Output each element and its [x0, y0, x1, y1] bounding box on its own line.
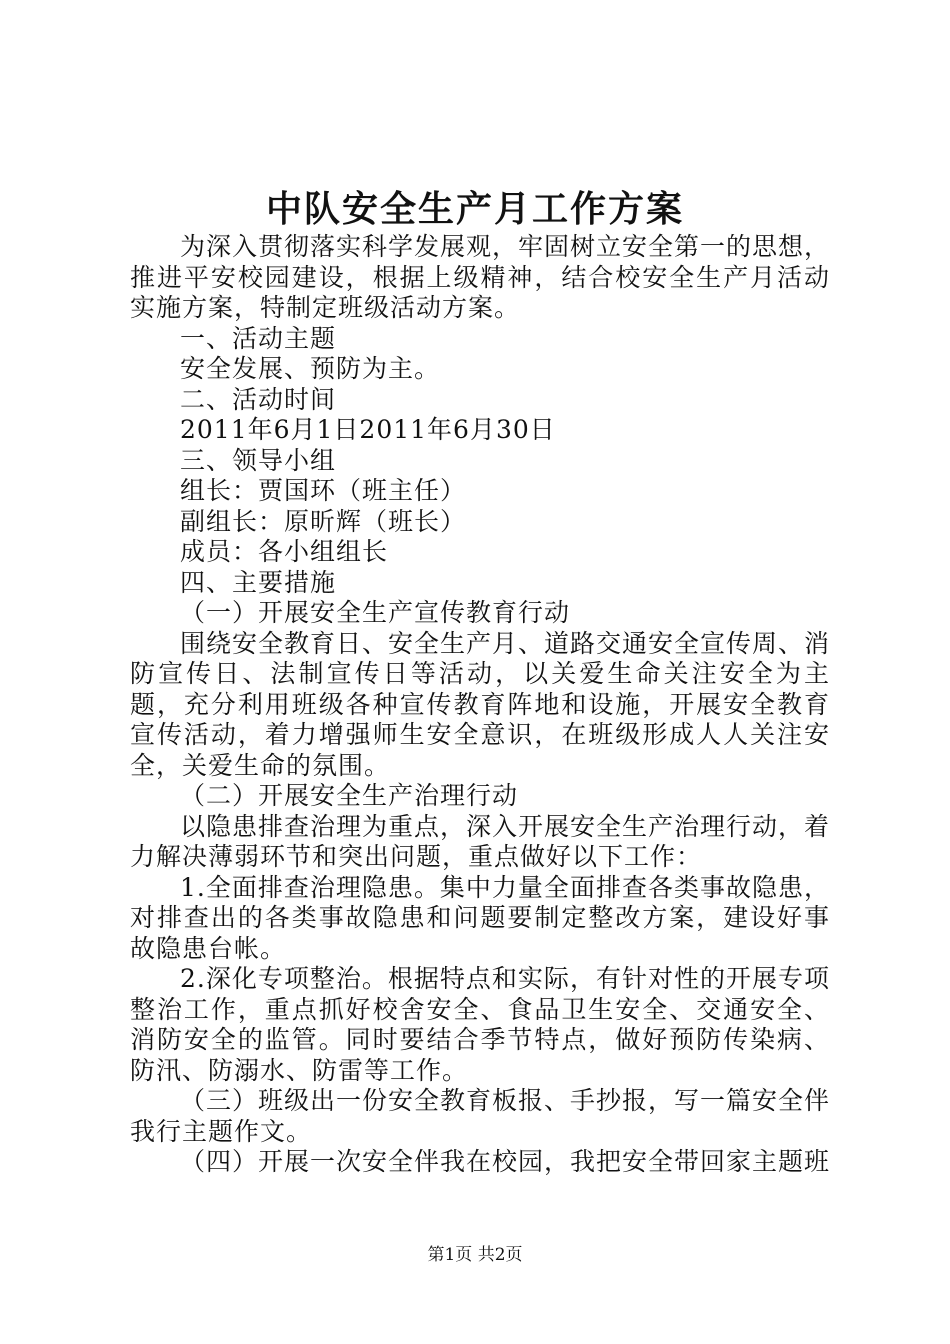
section-heading-theme: 一、活动主题 — [180, 323, 337, 353]
theme-text: 安全发展、预防为主。 — [180, 354, 441, 383]
section-heading-leadership: 三、领导小组 — [180, 445, 337, 475]
subheading-2: （二）开展安全生产治理行动 — [180, 781, 519, 810]
intro-paragraph: 为深入贯彻落实科学发展观，牢固树立安全第一的思想，推进平安校园建设，根据上级精神，结合校安全生产月活动实施方案，特制定班级活动方案。 — [130, 232, 831, 322]
subheading-4: （四）开展一次安全伴我在校园，我把安全带回家主题班 — [180, 1147, 831, 1176]
measure-2-item-1: 1.全面排查治理隐患。集中力量全面排查各类事故隐患，对排查出的各类事故隐患和问题要制定整改方案，建设好事故隐患台帐。 — [130, 872, 830, 963]
measure-1-paragraph: 围绕安全教育日、安全生产月、道路交通安全宣传周、消防宣传日、法制宣传日等活动，以关爱生命关注安全为主题，充分利用班级各种宣传教育阵地和设施，开展安全教育宣传活动，着力增强师生安全意识，在班级形成人人关注安全，关爱生命的氛围。 — [130, 628, 831, 780]
page-footer: 第1页 共2页 — [427, 1245, 523, 1265]
leader-line: 组长：贾国环（班主任） — [180, 476, 467, 505]
document-body — [130, 232, 830, 1178]
subheading-3: （三）班级出一份安全教育板报、手抄报，写一篇安全伴我行主题作文。 — [130, 1086, 831, 1146]
time-text: 2011年6月1日2011年6月30日 — [180, 415, 556, 444]
document-title: 中队安全生产月工作方案 — [265, 188, 684, 230]
section-heading-time: 二、活动时间 — [180, 384, 337, 414]
members-line: 成员：各小组组长 — [180, 537, 389, 566]
measure-2-paragraph: 以隐患排查治理为重点，深入开展安全生产治理行动，着力解决薄弱环节和突出问题，重点做好以下工作： — [130, 811, 831, 871]
section-heading-measures: 四、主要措施 — [180, 567, 337, 597]
measure-2-item-2: 2.深化专项整治。根据特点和实际，有针对性的开展专项整治工作，重点抓好校舍安全、食品卫生安全、交通安全、消防安全的监管。同时要结合季节特点，做好预防传染病、防汛、防溺水、防雷等工作。 — [130, 964, 830, 1085]
deputy-leader-line: 副组长：原昕辉（班长） — [180, 506, 467, 536]
subheading-1: （一）开展安全生产宣传教育行动 — [180, 598, 571, 627]
